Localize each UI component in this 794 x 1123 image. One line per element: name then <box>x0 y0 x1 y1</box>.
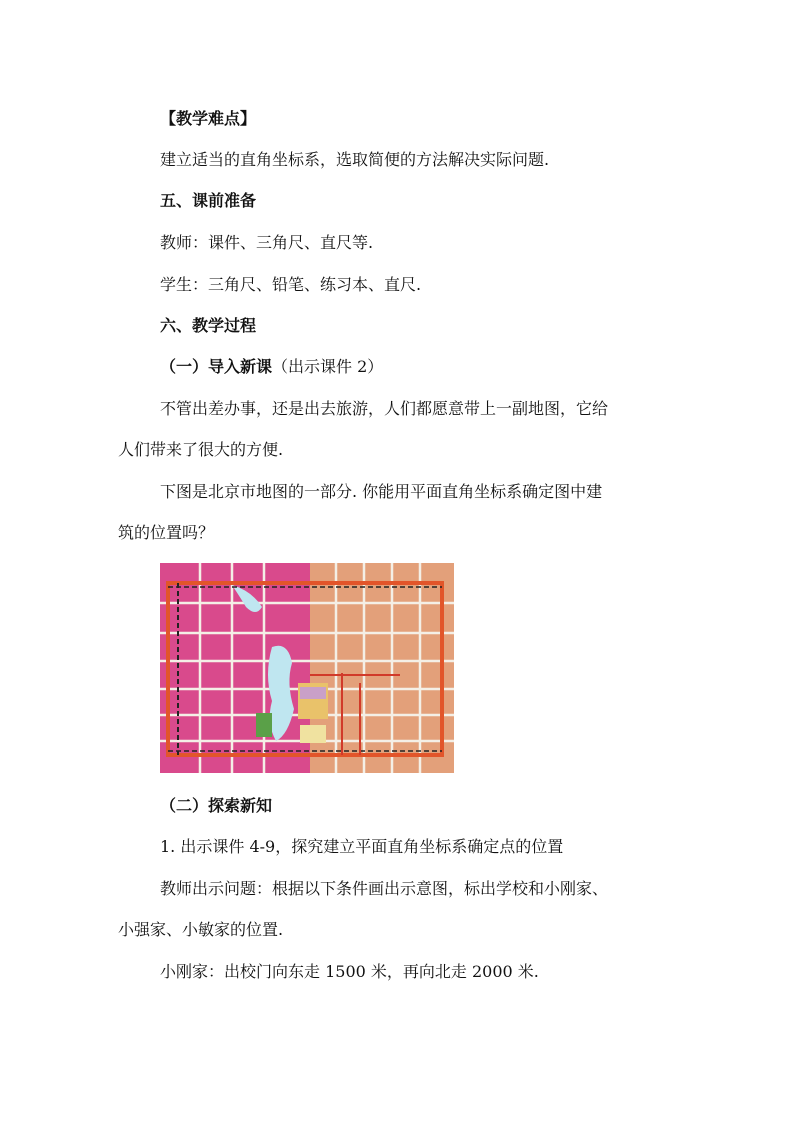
task-line-1: 教师出示问题：根据以下条件画出示意图，标出学校和小刚家、 <box>160 879 609 898</box>
beijing-map-illustration <box>160 563 454 773</box>
intro-line-2: 人们带来了很大的方便. <box>118 440 284 459</box>
subheading-intro-note: （出示课件 2） <box>272 357 384 376</box>
xiaogang-home: 小刚家：出校门向东走 1500 米，再向北走 2000 米. <box>160 962 539 981</box>
subheading-intro-title: （一）导入新课 <box>160 357 273 376</box>
subheading-explore: （二）探索新知 <box>160 796 273 815</box>
heading-difficulty: 【教学难点】 <box>160 109 257 128</box>
beijing-map-image <box>160 563 454 773</box>
task-line-2: 小强家、小敏家的位置. <box>118 920 284 939</box>
prep-student: 学生：三角尺、铅笔、练习本、直尺. <box>160 275 422 294</box>
question-line-1: 下图是北京市地图的一部分. 你能用平面直角坐标系确定图中建 <box>160 482 603 501</box>
item-1: 1. 出示课件 4-9，探究建立平面直角坐标系确定点的位置 <box>160 837 564 856</box>
question-line-2: 筑的位置吗？ <box>118 523 215 542</box>
heading-prep: 五、课前准备 <box>160 191 257 210</box>
heading-process: 六、教学过程 <box>160 316 257 335</box>
map-palace-block <box>300 687 326 699</box>
intro-line-1: 不管出差办事，还是出去旅游，人们都愿意带上一副地图，它给 <box>160 399 609 418</box>
map-park <box>256 713 272 737</box>
map-square <box>300 725 326 743</box>
difficulty-text: 建立适当的直角坐标系，选取简便的方法解决实际问题. <box>160 150 550 169</box>
subheading-intro <box>160 357 383 377</box>
prep-teacher: 教师：课件、三角尺、直尺等. <box>160 233 374 252</box>
